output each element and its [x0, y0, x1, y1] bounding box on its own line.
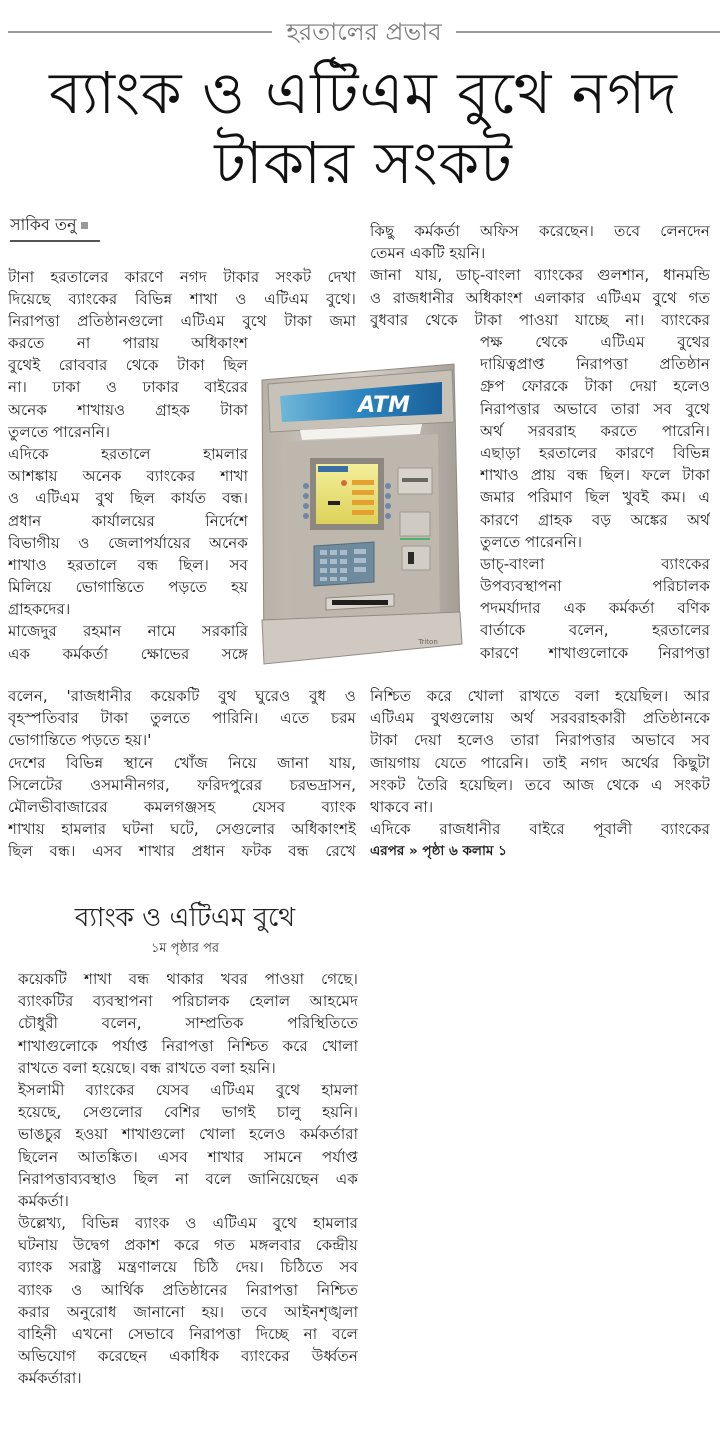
kicker-rule-left: [8, 31, 272, 33]
text-line: সিলেটের ওসমানীনগর, ফরিদপুরের চরভদ্রাসন,: [8, 775, 356, 794]
text-line: কিছু কর্মকর্তা অফিস করেছেন। তবে লেনদেন: [370, 222, 710, 240]
text-line: নিরাপত্তা প্রতিষ্ঠানগুলো এটিএম বুথে টাকা জমা: [8, 312, 356, 331]
text-line: আশঙ্কায় অনেক ব্যাংকের শাখা: [8, 467, 248, 486]
text-line: বাহিনী এখনো সেভাবে নিরাপত্তা দিচ্ছে না বলে: [18, 1325, 358, 1343]
text-line: শাখাও হরতালে বন্ধ ছিল। সব: [8, 555, 248, 574]
text-line: নিশ্চিত করে খোলা রাখতে বলা হয়েছিল। আর: [370, 687, 710, 705]
text-line: অনেক শাখায়ও গ্রাহক টাকা: [8, 400, 248, 419]
text-line: তেমন একটি হয়নি।: [370, 244, 486, 263]
text-line: মৌলভীবাজারের কমলগঞ্জসহ যেসব ব্যাংক: [8, 797, 356, 816]
continuation-kicker: ১ম পৃষ্ঠার পর: [150, 941, 220, 956]
text-line: বুধবার থেকে টাকা পাওয়া যাচ্ছে না। ব্যাংকের: [370, 310, 710, 329]
text-line: তুলতে পারেননি।: [480, 532, 583, 551]
text-line: রাখতে বলা হয়েছে। বন্ধ রাখতে বলা হয়নি।: [18, 1058, 276, 1077]
text-line: গ্রাহকদের।: [8, 600, 71, 619]
text-line: ব্যাংক ও আর্থিক প্রতিষ্ঠানের নিরাপত্তা নিশ্চিত: [18, 1280, 358, 1299]
text-line: বলেন, 'রাজধানীর কয়েকটি বুথ ঘুরেও বুধ ও: [8, 687, 356, 705]
right-column-wrap: [480, 331, 710, 664]
text-line: বার্তাকে বলেন, হরতালের: [480, 621, 710, 640]
text-line: প্রধান কার্যালয়ের নির্দেশে: [8, 511, 248, 530]
continuation-title: ব্যাংক ও এটিএম বুথে: [74, 903, 296, 933]
text-line: শাখাগুলোকে পর্যাপ্ত নিরাপত্তা নিশ্চিত করে খোলা: [18, 1036, 358, 1055]
left-column-bottom: [8, 685, 356, 863]
text-line: চৌধুরী বলেন, সাম্প্রতিক পরিস্থিতিতে: [18, 1014, 358, 1033]
text-line: তুলতে পারেননি।: [8, 422, 111, 441]
text-line: নিরাপত্তাব্যবস্থাও ছিল না বলে জানিয়েছেন এক: [18, 1169, 358, 1188]
text-line: হয়েছে, সেগুলোর বেশির ভাগই চালু হয়নি।: [18, 1103, 358, 1122]
text-line: উপব্যবস্থাপনা পরিচালক: [480, 577, 710, 596]
left-column-wrap: [8, 332, 248, 665]
text-line: দেশের বিভিন্ন স্থানে খোঁজ নিয়ে জানা যায়,: [8, 753, 356, 772]
atm-sign-text: ATM: [358, 393, 410, 418]
text-line: টাকা দেয়া হলেও তারা নিরাপত্তার অভাবে সব: [370, 731, 710, 750]
text-line: ব্যাংক সরাষ্ট্র মন্ত্রণালয়ে চিঠি দেয়। চিঠিতে সব: [18, 1258, 358, 1277]
atm-photo: [256, 362, 466, 667]
byline-square-icon: [81, 222, 88, 229]
text-line: এদিকে হরতালে হামলার: [8, 444, 248, 463]
text-line: শাখাও প্রায় বন্ধ ছিল। ফলে টাকা: [480, 466, 710, 485]
text-line: এক কর্মকর্তা ক্ষোভের সঙ্গে: [8, 644, 248, 663]
jump-line: এরপর » পৃষ্ঠা ৬ কলাম ১: [370, 843, 507, 860]
byline: [10, 214, 100, 242]
kicker-rule-right: [456, 31, 720, 33]
text-line: ব্যাংকটির ব্যবস্থাপনা পরিচালক হেলাল আহমেদ: [18, 992, 358, 1011]
text-line: ভাঙচুর হওয়া শাখাগুলো খোলা হলেও কর্মকর্তারা: [18, 1125, 358, 1144]
text-line: বৃহস্পতিবার টাকা তুলতে পারিনি। এতে চরম: [8, 709, 356, 728]
text-line: পদমর্যাদার এক কর্মকর্তা বণিক: [480, 599, 710, 618]
text-line: জায়গায় যেতে পারেনি। তাই নগদ অর্থের কিছুটা: [370, 753, 710, 772]
headline-line-2: টাকার সংকট: [214, 129, 513, 197]
text-line: করতে না পারায় অধিকাংশ: [8, 334, 248, 352]
text-line: টানা হরতালের কারণে নগদ টাকার সংকট দেখা: [8, 268, 356, 286]
text-line: কারণে গ্রাহক বড় অঙ্কের অর্থ: [480, 510, 710, 529]
text-line: করার অনুরোধ জানানো হয়। তবে আইনশৃঙ্খলা: [18, 1302, 358, 1321]
text-line: অভিযোগ করেছেন একাধিক ব্যাংকের উর্ধ্বতন: [18, 1347, 358, 1366]
text-line: জানা যায়, ডাচ্-বাংলা ব্যাংকের গুলশান, ধানমন্ডি: [370, 266, 710, 285]
text-line: কর্মকর্তা।: [18, 1191, 69, 1210]
text-line: ডাচ্-বাংলা ব্যাংকের: [480, 554, 710, 573]
text-line: এছাড়া হরতালের কারণে বিভিন্ন: [480, 443, 710, 462]
text-line: বিভাগীয় ও জেলাপর্যায়ের অনেক: [8, 533, 248, 552]
text-line: উল্লেখ্য, বিভিন্ন ব্যাংক ও এটিএম বুথে হামলার: [18, 1214, 358, 1233]
text-line: কর্মকর্তারা।: [18, 1369, 82, 1388]
text-line: অর্থ সরবরাহ করতে পারেনি।: [480, 421, 710, 440]
text-line: নিরাপত্তার অভাবে তারা সব বুথে: [480, 399, 710, 418]
text-line: এদিকে রাজধানীর বাইরে পূবালী ব্যাংকের: [370, 820, 710, 839]
section-kicker: হরতালের প্রভাব: [286, 18, 442, 46]
atm-brand-text: Triton: [418, 638, 438, 646]
atm-machine-icon: [256, 362, 466, 667]
text-line: ইসলামী ব্যাংকের যেসব এটিএম বুথে হামলা: [18, 1080, 358, 1099]
text-line: ও এটিএম বুথ ছিল কার্যত বন্ধ।: [8, 489, 248, 508]
text-line: দায়িত্বপ্রাপ্ত নিরাপত্তা প্রতিষ্ঠান: [480, 355, 710, 374]
author-name: সাকিব তনু: [10, 215, 77, 234]
text-line: বুথেই রোববার থেকে টাকা ছিল: [8, 356, 248, 375]
text-line: ভোগান্তিতে পড়তে হয়।': [8, 731, 152, 750]
text-line: ছিলেন আতঙ্কিত। এসব শাখার সামনে পর্যাপ্ত: [18, 1147, 358, 1166]
right-column-bottom: [370, 685, 710, 863]
text-line: কারণে শাখাগুলোকে নিরাপত্তা: [480, 643, 710, 662]
text-line: দিয়েছে ব্যাংকের বিভিন্ন শাখা ও এটিএম বুথে।: [8, 290, 356, 309]
text-line: গ্রুপ ফোরকে টাকা দেয়া হলেও: [480, 377, 710, 396]
text-line: জমার পরিমাণ ছিল খুবই কম। এ: [480, 488, 710, 507]
text-line: এটিএম বুথগুলোয় অর্থ সরবরাহকারী প্রতিষ্ঠানকে: [370, 709, 710, 728]
text-line: ও রাজধানীর অধিকাংশ এলাকার এটিএম বুথে গত: [370, 288, 710, 307]
text-line: না। ঢাকা ও ঢাকার বাইরের: [8, 378, 248, 397]
left-column-top: [8, 266, 356, 333]
text-line: থাকবে না।: [370, 797, 434, 816]
headline-line-1: ব্যাংক ও এটিএম বুথে নগদ: [49, 59, 678, 127]
text-line: মিলিয়ে ভোগান্তিতে পড়তে হয়: [8, 578, 248, 597]
text-line: শাখায় হামলার ঘটনা ঘটে, সেগুলোর অধিকাংশই: [8, 820, 356, 839]
text-line: ঘটনায় উদ্বেগ প্রকাশ করে গত মঙ্গলবার কেন্দ্রীয়: [18, 1236, 358, 1255]
text-line: মাজেদুর রহমান নামে সরকারি: [8, 622, 248, 641]
text-line: ছিল বন্ধ। এসব শাখার প্রধান ফটক বন্ধ রেখে: [8, 842, 356, 861]
text-line: পক্ষ থেকে এটিএম বুথের: [480, 333, 710, 351]
text-line: সংকট তৈরি হয়েছিল। তবে আজ থেকে এ সংকট: [370, 775, 710, 794]
text-line: কয়েকটি শাখা বন্ধ থাকার খবর পাওয়া গেছে।: [18, 970, 358, 988]
right-column-top: [370, 220, 710, 331]
continuation-column: [18, 968, 358, 1390]
section-kicker-row: [8, 16, 720, 48]
